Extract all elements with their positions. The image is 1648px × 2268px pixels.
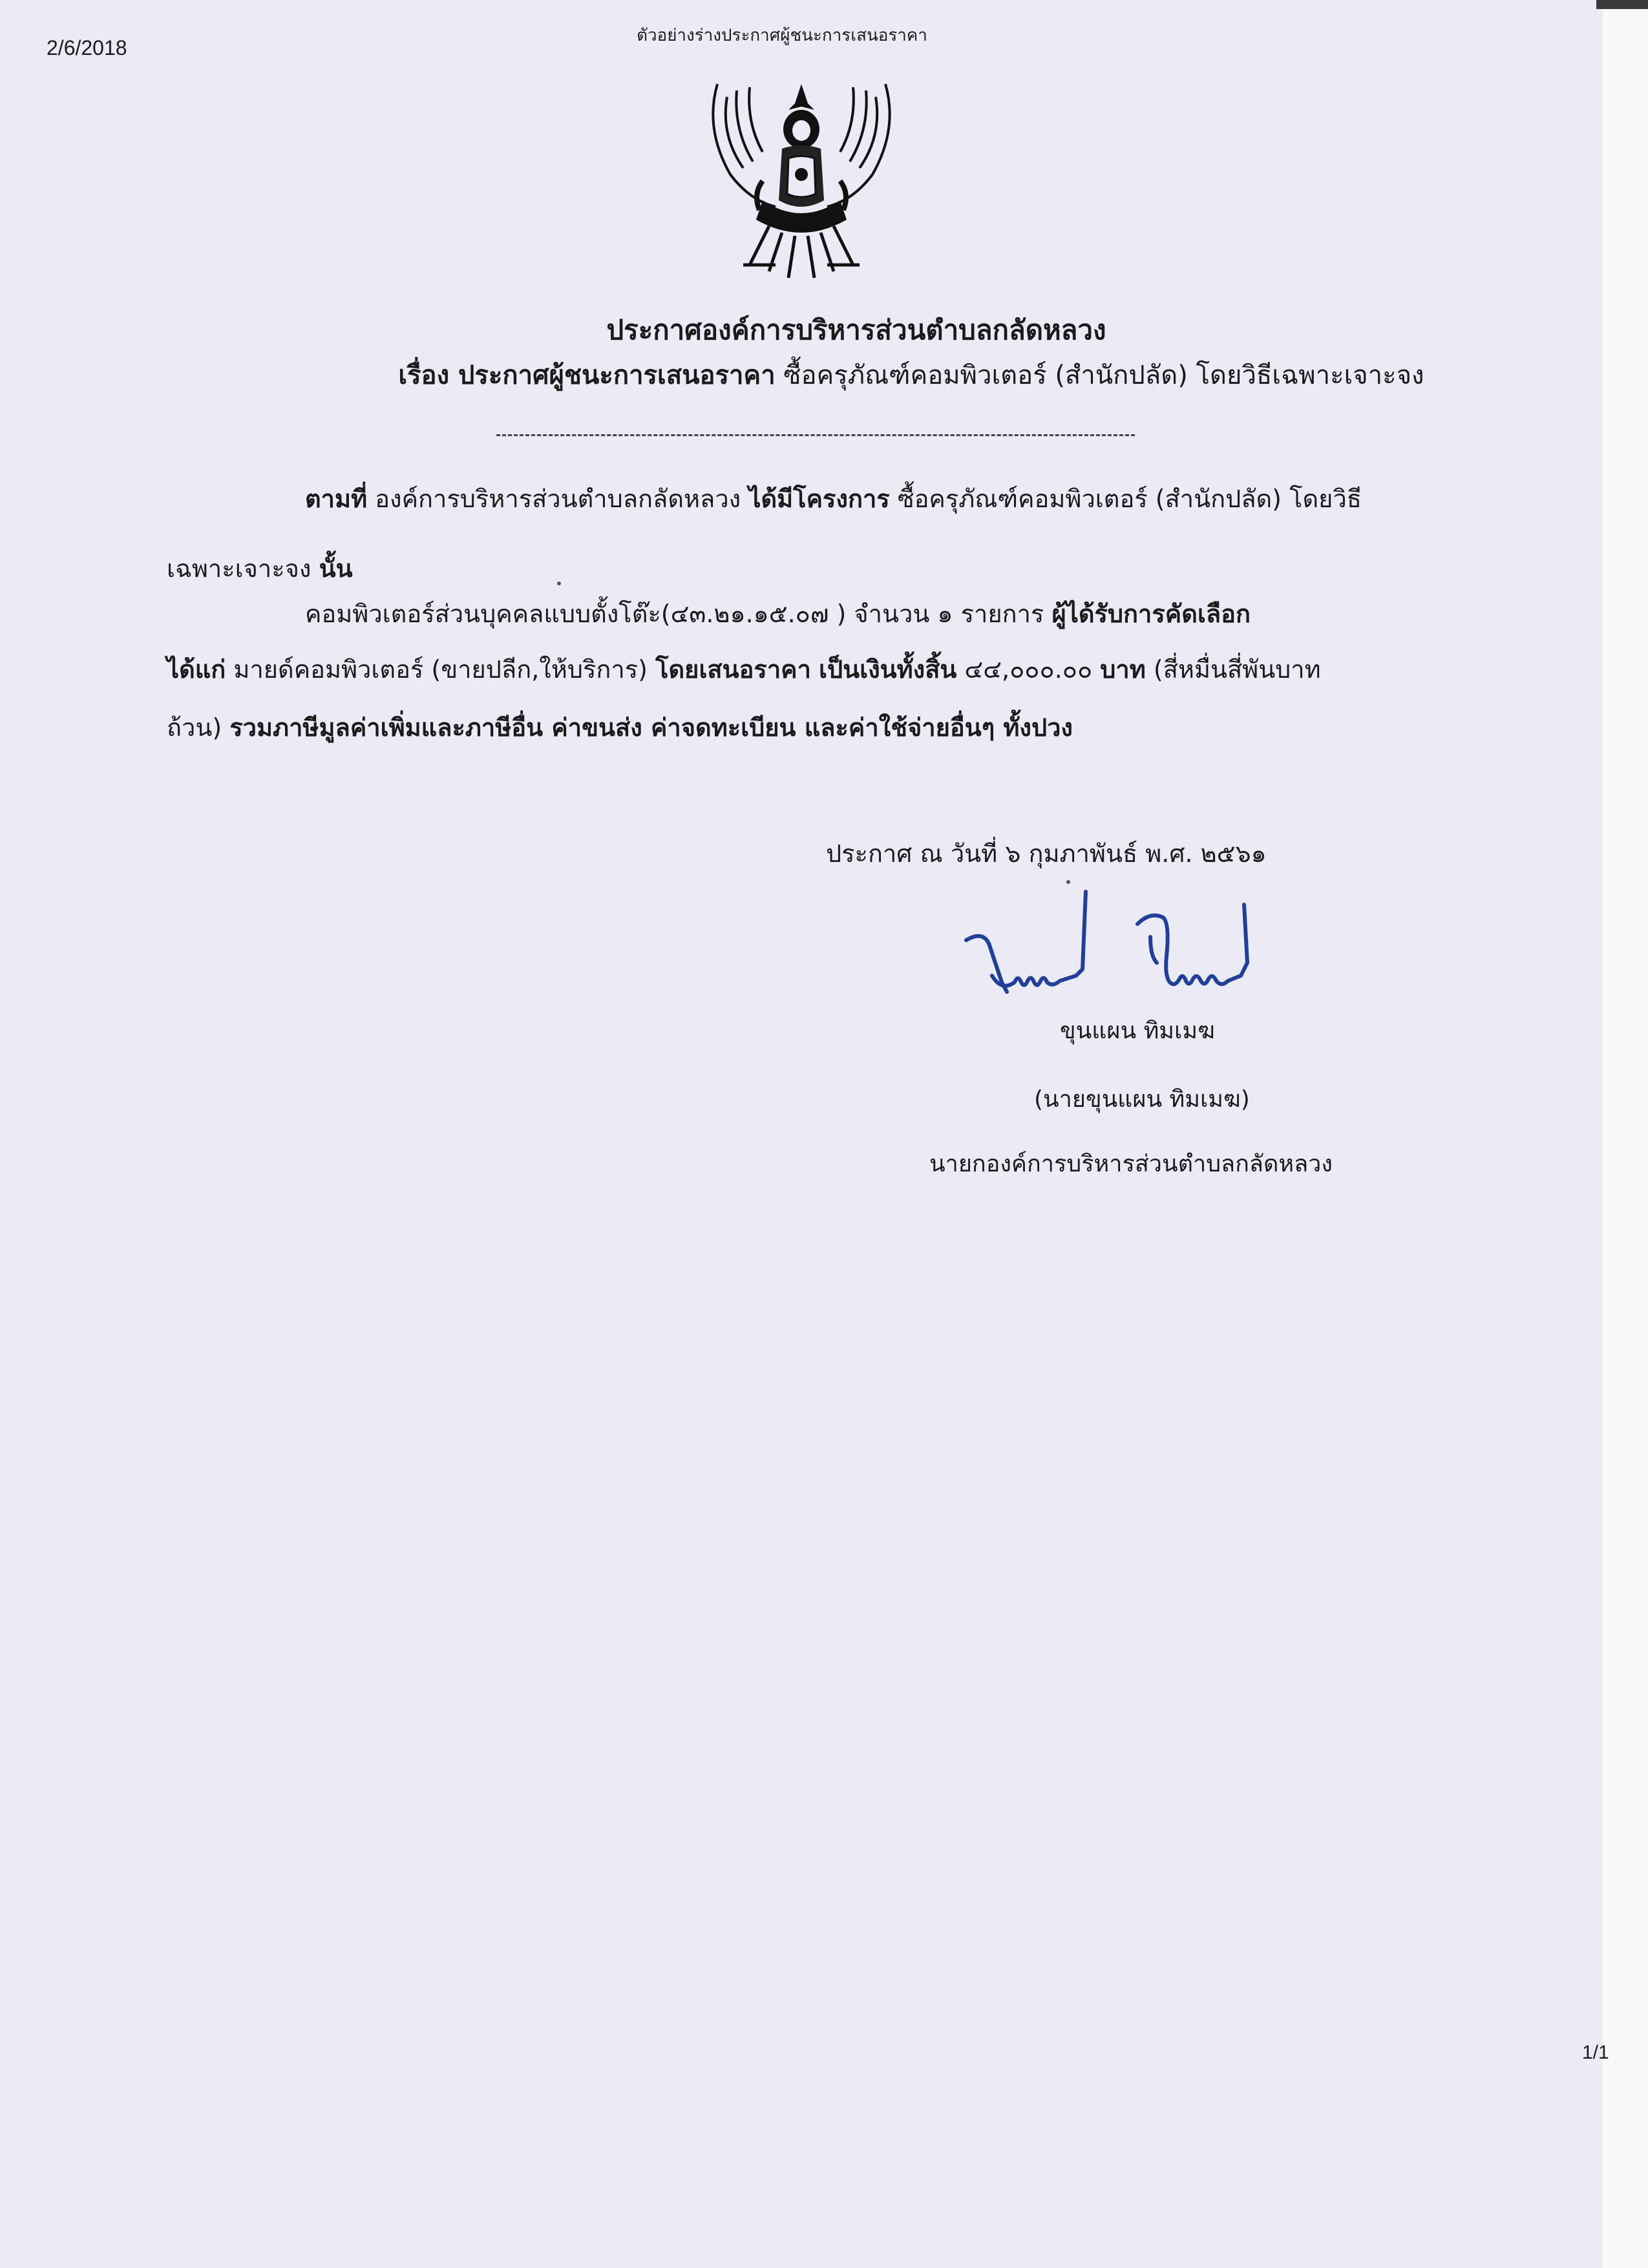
paragraph-2-line-1 — [305, 601, 1251, 627]
notice-title: ประกาศองค์การบริหารส่วนตำบลกลัดหลวง — [606, 314, 1106, 346]
p1-text-2: ซื้อครุภัณฑ์คอมพิวเตอร์ (สำนักปลัด) โดยวิธี — [897, 485, 1362, 513]
p1-bold-2: ได้มีโครงการ — [748, 485, 890, 513]
date-value: ๖ กุมภาพันธ์ พ.ศ. ๒๕๖๑ — [1005, 839, 1267, 868]
scan-speck — [557, 582, 561, 585]
p2-bold-2: ได้แก่ — [167, 655, 226, 684]
p2-bold-6: รวมภาษีมูลค่าเพิ่มและภาษีอื่น ค่าขนส่ง ค่าจดทะเบียน และค่าใช้จ่ายอื่นๆ ทั้งปวง — [229, 713, 1073, 742]
signed-name: ขุนแผน ทิมเมฆ — [1060, 1018, 1215, 1044]
paragraph-2-line-2 — [167, 656, 1321, 682]
p2-bold-3: โดยเสนอราคา — [655, 655, 811, 684]
signatory-full-name: (นายขุนแผน ทิมเมฆ) — [1034, 1086, 1250, 1113]
subject-text: ซื้อครุภัณฑ์คอมพิวเตอร์ (สำนักปลัด) โดยวิธีเฉพาะเจาะจง — [783, 361, 1424, 390]
garuda-emblem-icon — [692, 71, 911, 291]
p2-amount: ๔๔,๐๐๐.๐๐ — [964, 655, 1093, 684]
paragraph-2-line-3 — [167, 715, 1073, 740]
p2-amount-words: (สี่หมื่นสี่พันบาท — [1153, 655, 1321, 684]
p1-bold-1: ตามที่ — [305, 485, 368, 513]
subject-label: เรื่อง ประกาศผู้ชนะการเสนอราคา — [398, 361, 776, 390]
p1-bold-3: นั้น — [319, 554, 353, 583]
p1-text-3: เฉพาะเจาะจง — [167, 554, 312, 583]
notice-subject — [0, 354, 1648, 395]
paragraph-1-line-2 — [167, 556, 353, 582]
p2-bold-4: เป็นเงินทั้งสิ้น — [819, 655, 957, 684]
p2-bold-5: บาท — [1100, 655, 1146, 684]
divider — [496, 434, 1135, 436]
scan-edge-mark — [1596, 0, 1648, 9]
scan-speck — [1066, 880, 1070, 884]
paragraph-1-line-1 — [305, 486, 1362, 512]
handwritten-signature — [956, 879, 1318, 1014]
p2-winner: มายด์คอมพิวเตอร์ (ขายปลีก,ให้บริการ) — [233, 655, 648, 684]
p2-amount-words-end: ถ้วน) — [167, 713, 222, 742]
announcement-date — [826, 834, 1267, 873]
page-number: 1/1 — [1582, 2042, 1609, 2063]
print-date: 2/6/2018 — [47, 36, 127, 59]
p2-text-1: คอมพิวเตอร์ส่วนบุคคลแบบตั้งโต๊ะ(๔๓.๒๑.๑๕.๐๗ ) จำนวน ๑ รายการ — [305, 600, 1044, 628]
p1-text-1: องค์การบริหารส่วนตำบลกลัดหลวง — [375, 485, 741, 513]
header-doc-title: ตัวอย่างร่างประกาศผู้ชนะการเสนอราคา — [637, 26, 927, 45]
date-label: ประกาศ ณ วันที่ — [826, 839, 998, 868]
p2-bold-1: ผู้ได้รับการคัดเลือก — [1051, 600, 1251, 628]
signatory-position: นายกองค์การบริหารส่วนตำบลกลัดหลวง — [929, 1151, 1333, 1177]
